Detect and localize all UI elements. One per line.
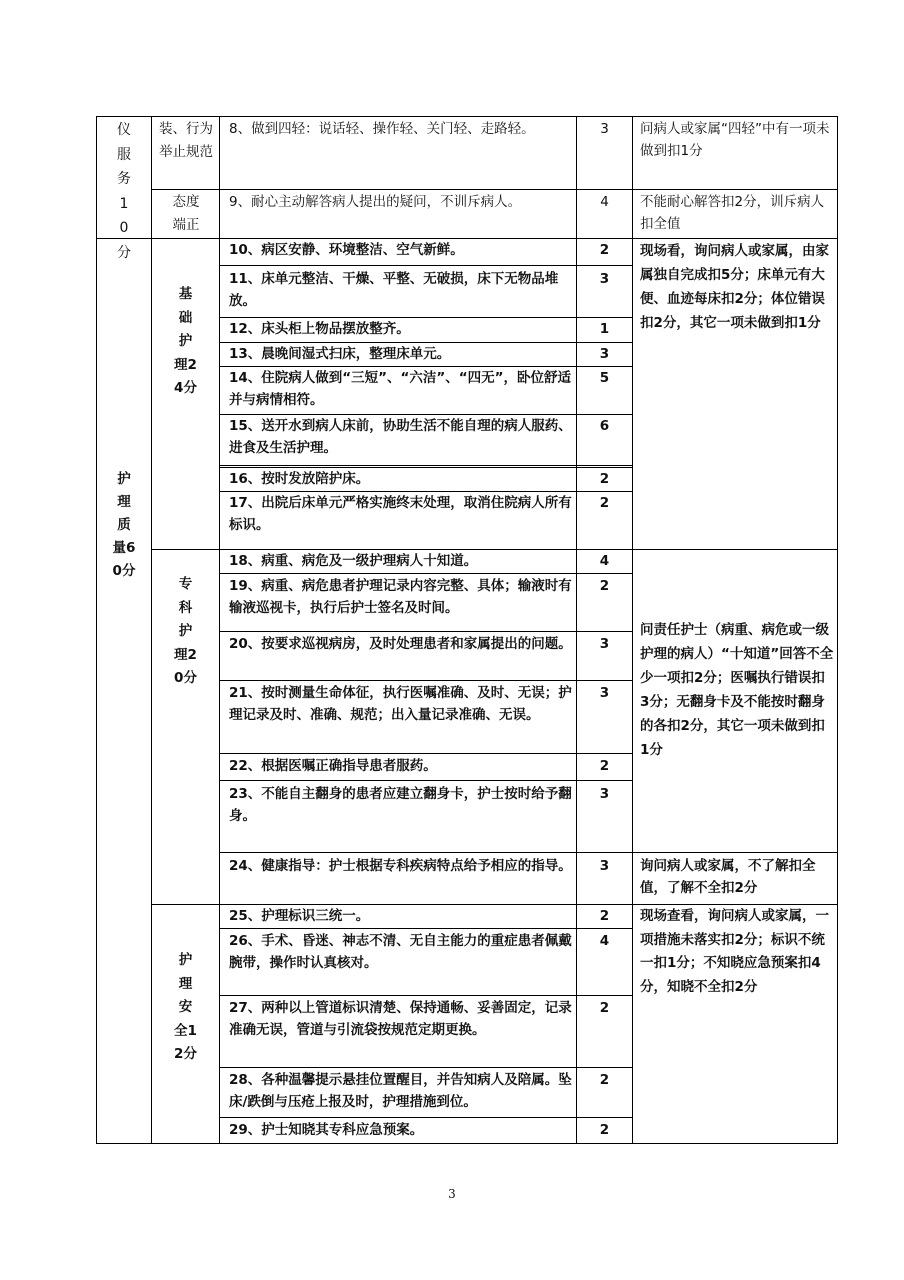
item-text: 23、不能自主翻身的患者应建立翻身卡，护士按时给予翻身。: [229, 786, 572, 824]
item-score: 2: [599, 1122, 610, 1138]
item-text: 21、按时测量生命体征，执行医嘱准确、及时、无误；护理记录及时、准确、规范；出入量记录准确、无误。: [229, 685, 572, 723]
item-score: 4: [599, 933, 610, 949]
item-text: 12、床头柜上物品摆放整齐。: [229, 321, 410, 337]
item-score: 2: [599, 1000, 610, 1016]
item-score: 2: [599, 1072, 610, 1088]
item-score: 3: [600, 121, 609, 137]
item-score: 3: [599, 786, 610, 802]
subcategory-behavior: 装、行为举止规范: [159, 121, 213, 160]
deduction-text: 现场查看，询问病人或家属，一项措施未落实扣2分；标识不统一扣1分；不知晓应急预案扣4分，知晓不全扣2分: [640, 908, 829, 995]
item-text: 29、护士知晓其专科应急预案。: [229, 1122, 424, 1138]
item-text: 10、病区安静、环境整洁、空气新鲜。: [229, 242, 464, 258]
item-text: 8、做到四轻：说话轻、操作轻、关门轻、走路轻。: [229, 121, 535, 137]
deduction-text: 问责任护士（病重、病危或一级护理的病人）“十知道”回答不全少一项扣2分；医嘱执行错误扣3分；无翻身卡及不能按时翻身的各扣2分，其它一项未做到扣1分: [640, 622, 834, 758]
category-etiquette: 仪服务10分: [117, 122, 131, 261]
item-text: 11、床单元整洁、干燥、平整、无破损，床下无物品堆放。: [229, 271, 559, 309]
item-text: 28、各种温馨提示悬挂位置醒目，并告知病人及陪属。坠床/跌倒与压疮上报及时，护理措施到位。: [229, 1072, 572, 1110]
item-score: 2: [599, 242, 610, 258]
item-score: 3: [599, 271, 610, 287]
item-score: 1: [599, 321, 610, 337]
item-text: 16、按时发放陪护床。: [229, 471, 370, 487]
subcategory-safety: 护理安全12分: [174, 952, 197, 1062]
item-score: 3: [599, 636, 610, 652]
item-text: 14、住院病人做到“三短”、“六洁”、“四无”，卧位舒适并与病情相符。: [229, 370, 572, 408]
deduction-text: 现场看，询问病人或家属，由家属独自完成扣5分；床单元有大便、血迹每床扣2分；体位错误扣2分，其它一项未做到扣1分: [640, 243, 829, 331]
deduction-text: 问病人或家属“四轻”中有一项未做到扣1分: [640, 121, 830, 159]
item-score: 4: [600, 194, 609, 210]
item-text: 22、根据医嘱正确指导患者服药。: [229, 758, 437, 774]
item-text: 15、送开水到病人床前，协助生活不能自理的病人服药、进食及生活护理。: [229, 418, 572, 456]
page-number: 3: [448, 1187, 456, 1201]
subcategory-basic: 基础护理24分: [174, 286, 197, 396]
item-text: 18、病重、病危及一级护理病人十知道。: [229, 553, 478, 569]
item-text: 17、出院后床单元严格实施终末处理，取消住院病人所有标识。: [229, 495, 572, 533]
item-score: 3: [599, 685, 610, 701]
item-score: 2: [599, 758, 610, 774]
item-text: 9、耐心主动解答病人提出的疑问，不训斥病人。: [229, 194, 522, 210]
item-score: 3: [599, 858, 610, 874]
item-score: 2: [599, 578, 610, 594]
category-quality: 护理质量60分: [112, 471, 136, 579]
item-text: 25、护理标识三统一。: [229, 908, 370, 924]
item-score: 4: [599, 553, 610, 569]
item-score: 2: [599, 471, 610, 487]
item-score: 2: [599, 908, 610, 924]
item-text: 24、健康指导：护士根据专科疾病特点给予相应的指导。: [229, 858, 572, 874]
item-text: 20、按要求巡视病房，及时处理患者和家属提出的问题。: [229, 636, 572, 652]
item-text: 13、晨晚间湿式扫床，整理床单元。: [229, 346, 451, 362]
item-score: 6: [599, 418, 610, 434]
item-text: 26、手术、昏迷、神志不清、无自主能力的重症患者佩戴腕带，操作时认真核对。: [229, 933, 572, 971]
item-text: 19、病重、病危患者护理记录内容完整、具体；输液时有输液巡视卡，执行后护士签名及时间。: [229, 578, 572, 616]
subcategory-attitude: 态度端正: [172, 194, 200, 233]
item-score: 2: [599, 495, 610, 511]
item-text: 27、两种以上管道标识清楚、保持通畅、妥善固定，记录准确无误，管道与引流袋按规范定期更换。: [229, 1000, 572, 1038]
deduction-text: 不能耐心解答扣2分，训斥病人扣全值: [640, 194, 825, 232]
deduction-text: 询问病人或家属，不了解扣全值，了解不全扣2分: [640, 858, 816, 896]
item-score: 5: [599, 370, 610, 386]
item-score: 3: [599, 346, 610, 362]
subcategory-specialty: 专科护理20分: [174, 576, 197, 686]
